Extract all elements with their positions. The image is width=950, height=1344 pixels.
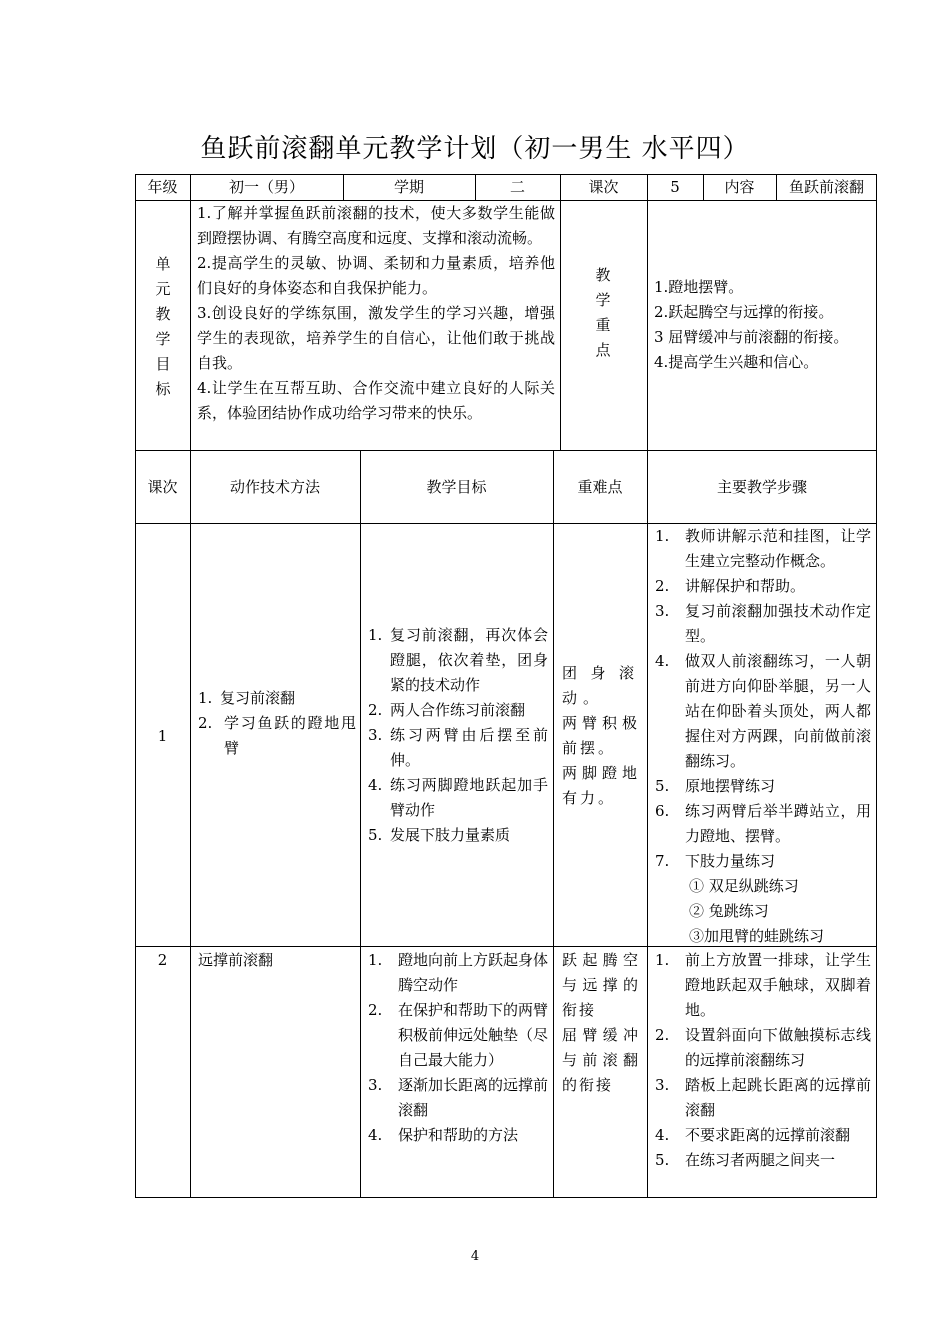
list-item: 4. 做双人前滚翻练习，一人朝前进方向仰卧举腿，另一人站在仰卧着头顶处，两人都握住对方两踝，向前做前滚翻练习。 [655,652,871,770]
content-value: 鱼跃前滚翻 [788,178,864,196]
col-header-goals: 教学目标 [426,478,487,496]
list-item: 2. 两人合作练习前滚翻 [368,701,526,719]
list-item: 4. 不要求距离的远撑前滚翻 [655,1126,851,1144]
list-item: 1. 教师讲解示范和挂图，让学生建立完整动作概念。 [655,527,871,570]
unit-goal-item: 2.提高学生的灵敏、协调、柔韧和力量素质，培养他们良好的身体姿态和自我保护能力。 [197,254,555,297]
key-points-label: 教 学 重 点 [595,266,611,359]
lesson-2-goals [368,948,548,1148]
list-item: 2. 学习鱼跃的蹬地甩臂 [198,714,356,757]
list-item: 1. 前上方放置一排球，让学生蹬地跃起双手触球，双脚着地。 [655,951,871,1019]
term-value: 二 [509,178,525,196]
list-item: 5. 在练习者两腿之间夹一 [655,1151,836,1169]
unit-goal-item: 4.让学生在互帮互助、合作交流中建立良好的人际关系，体验团结协作成功给学习带来的快乐。 [197,379,555,422]
lessons-value: 5 [670,178,680,196]
key-point-item: 2.跃起腾空与远撑的衔接。 [654,303,834,321]
lesson-2-methods: 远撑前滚翻 [198,951,274,969]
key-point-item: 1.蹬地摆臂。 [654,278,744,296]
list-item: 7. 下肢力量练习 [655,852,776,870]
unit-goal-item: 3.创设良好的学练氛围，激发学生的学习兴趣，增强学生的表现欲，培养学生的自信心，让他们敢于挑战自我。 [197,304,555,372]
lesson-2-number: 2 [157,951,168,969]
list-item: 2. 讲解保护和帮助。 [655,577,806,595]
lesson-1-number: 1 [157,727,168,745]
lesson-1-methods [198,686,356,761]
key-point-item: 4.提高学生兴趣和信心。 [654,353,819,371]
lesson-1-steps [655,524,871,949]
key-point-item: 3 屈臂缓冲与前滚翻的衔接。 [654,328,849,346]
content-label: 内容 [724,178,755,196]
sub-step: ② 兔跳练习 [689,902,769,920]
list-item: 2. 在保护和帮助下的两臂积极前伸远处触垫（尽自己最大能力） [368,1001,549,1069]
list-item: 5. 原地摆臂练习 [655,777,776,795]
col-header-steps: 主要教学步骤 [716,478,807,496]
unit-goals-label: 单 元 教 学 目 标 [155,255,171,398]
list-item: 1. 复习前滚翻 [198,689,296,707]
list-item: 3. 练习两臂由后摆至前伸。 [368,726,548,769]
lesson-2-difficulty: 跃起腾空与远撑的衔接 屈臂缓冲与前滚翻的衔接 [562,951,640,1094]
list-item: 1. 复习前滚翻，再次体会蹬腿，依次着垫，团身紧的技术动作 [368,626,548,694]
list-item: 4. 练习两脚蹬地跃起加手臂动作 [368,776,548,819]
list-item: 4. 保护和帮助的方法 [368,1126,519,1144]
list-item: 3. 复习前滚翻加强技术动作定型。 [655,602,871,645]
list-item: 3. 踏板上起跳长距离的远撑前滚翻 [655,1076,871,1119]
lesson-2-steps [655,948,871,1196]
list-item: 3. 逐渐加长距离的远撑前滚翻 [368,1076,549,1119]
grade-value: 初一（男） [228,178,304,196]
list-item: 2. 设置斜面向下做触摸标志线的远撑前滚翻练习 [655,1026,871,1069]
grade-label: 年级 [147,178,178,196]
lesson-1-difficulty: 团身滚动。 两臂积极前摆。 两脚蹬地有力。 [562,664,640,807]
unit-goals-text [197,201,555,426]
sub-step: ① 双足纵跳练习 [689,877,799,895]
list-item: 1. 蹬地向前上方跃起身体腾空动作 [368,951,549,994]
key-points-text [654,275,874,375]
sub-step: ③加甩臂的蛙跳练习 [689,927,825,945]
col-header-methods: 动作技术方法 [229,478,320,496]
page-title: 鱼跃前滚翻单元教学计划（初一男生 水平四） [200,134,750,164]
list-item: 6. 练习两臂后举半蹲站立，用力蹬地、摆臂。 [655,802,871,845]
col-header-lesson: 课次 [147,478,178,496]
unit-goal-item: 1.了解并掌握鱼跃前滚翻的技术，使大多数学生能做到蹬摆协调、有腾空高度和远度、支撑和滚动流畅。 [197,204,555,247]
lessons-label: 课次 [588,178,619,196]
term-label: 学期 [393,178,424,196]
list-item: 5. 发展下肢力量素质 [368,826,511,844]
page-number: 4 [470,1249,480,1264]
col-header-difficulty: 重难点 [577,478,623,496]
lesson-1-goals [368,623,548,848]
